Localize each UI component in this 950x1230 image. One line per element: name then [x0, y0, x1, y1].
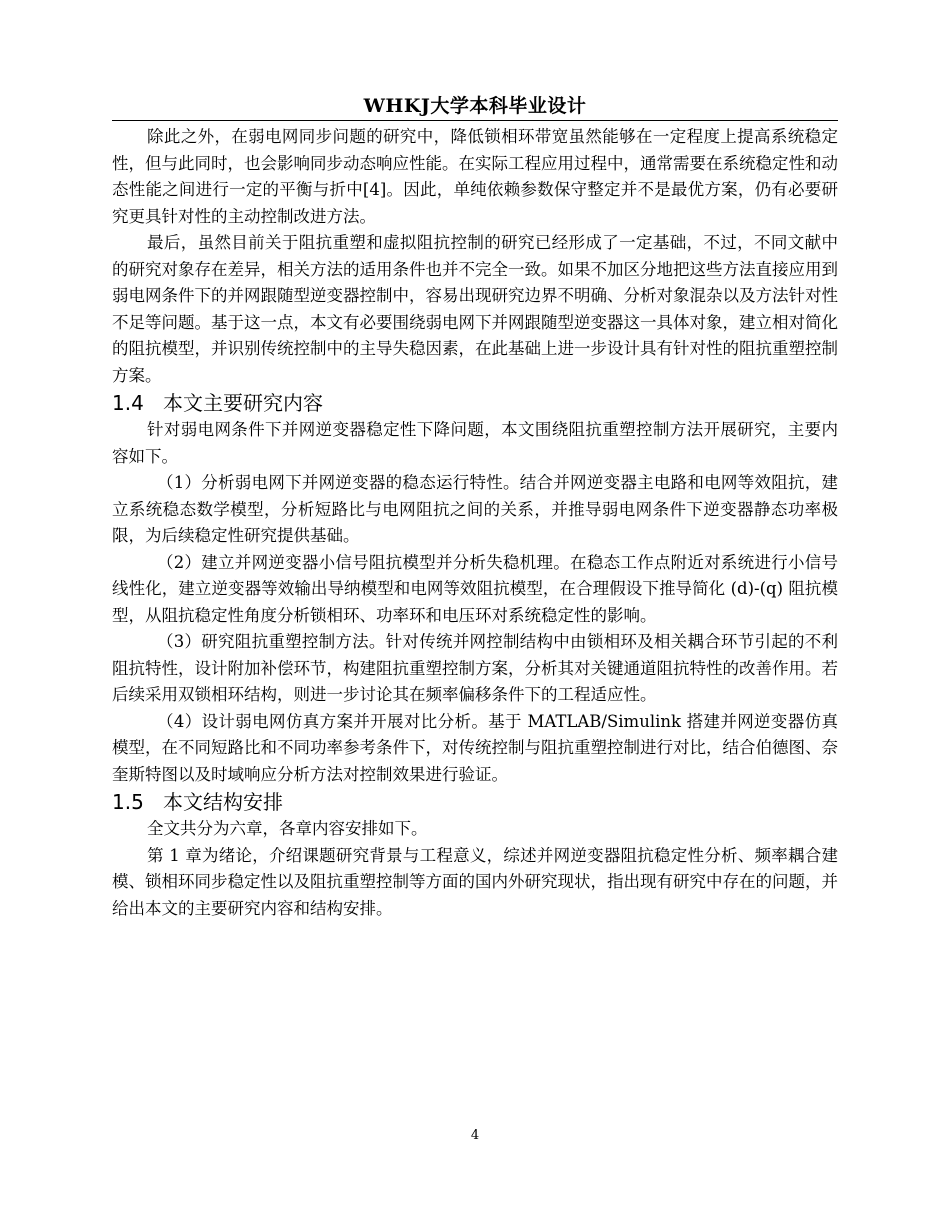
body-paragraph: 第 1 章为绪论，介绍课题研究背景与工程意义，综述并网逆变器阻抗稳定性分析、频率耦合建模、锁相环同步稳定性以及阻抗重塑控制等方面的国内外研究现状，指出现有研究中存在的问题，并给出本文的主要研究内容和结构安排。	[112, 845, 838, 918]
section-number: 1.5	[112, 790, 144, 814]
research-item-3: （3）研究阻抗重塑控制方法。针对传统并网控制结构中由锁相环及相关耦合环节引起的不利阻抗特性，设计附加补偿环节，构建阻抗重塑控制方案，分析其对关键通道阻抗特性的改善作用。若后续采用双锁相环结构，则进一步讨论其在频率偏移条件下的工程适应性。	[112, 632, 838, 704]
running-header: WHKJ大学本科毕业设计	[363, 95, 587, 117]
header-rule	[112, 120, 838, 121]
body-paragraph: 全文共分为六章，各章内容安排如下。	[147, 819, 428, 838]
section-title: 本文主要研究内容	[163, 391, 323, 415]
research-item-2: （2）建立并网逆变器小信号阻抗模型并分析失稳机理。在稳态工作点附近对系统进行小信号线性化，建立逆变器等效输出导纳模型和电网等效阻抗模型，在合理假设下推导简化 (d)-(q) 阻抗模型，从阻抗稳定性角度分析锁相环、功率环和电压环对系统稳定性的影响。	[112, 552, 838, 625]
page-number: 4	[470, 1128, 480, 1143]
section-heading-1-5	[112, 788, 838, 816]
body-paragraph: 除此之外，在弱电网同步问题的研究中，降低锁相环带宽虽然能够在一定程度上提高系统稳定性，但与此同时，也会影响同步动态响应性能。在实际工程应用过程中，通常需要在系统稳定性和动态性能之间进行一定的平衡与折中[4]。因此，单纯依赖参数保守整定并不是最优方案，仍有必要研究更具针对性的主动控制改进方法。	[112, 127, 838, 226]
research-item-4: （4）设计弱电网仿真方案并开展对比分析。基于 MATLAB/Simulink 搭建并网逆变器仿真模型，在不同短路比和不同功率参考条件下，对传统控制与阻抗重塑控制进行对比，结合伯德图、奈奎斯特图以及时域响应分析方法对控制效果进行验证。	[112, 711, 838, 784]
section-title: 本文结构安排	[163, 790, 283, 814]
section-number: 1.4	[112, 391, 144, 415]
section-intro-paragraph: 针对弱电网条件下并网逆变器稳定性下降问题，本文围绕阻抗重塑控制方法开展研究，主要内容如下。	[112, 420, 838, 466]
research-item-1: （1）分析弱电网下并网逆变器的稳态运行特性。结合并网逆变器主电路和电网等效阻抗，建立系统稳态数学模型，分析短路比与电网阻抗之间的关系，并推导弱电网条件下逆变器静态功率极限，为后续稳定性研究提供基础。	[112, 473, 838, 545]
section-heading-1-4	[112, 389, 838, 417]
page-body	[112, 124, 838, 922]
body-paragraph: 最后，虽然目前关于阻抗重塑和虚拟阻抗控制的研究已经形成了一定基础，不过，不同文献中的研究对象存在差异，相关方法的适用条件也并不完全一致。如果不加区分地把这些方法直接应用到弱电网条件下的并网跟随型逆变器控制中，容易出现研究边界不明确、分析对象混杂以及方法针对性不足等问题。基于这一点，本文有必要围绕弱电网下并网跟随型逆变器这一具体对象，建立相对简化的阻抗模型，并识别传统控制中的主导失稳因素，在此基础上进一步设计具有针对性的阻抗重塑控制方案。	[112, 233, 838, 385]
